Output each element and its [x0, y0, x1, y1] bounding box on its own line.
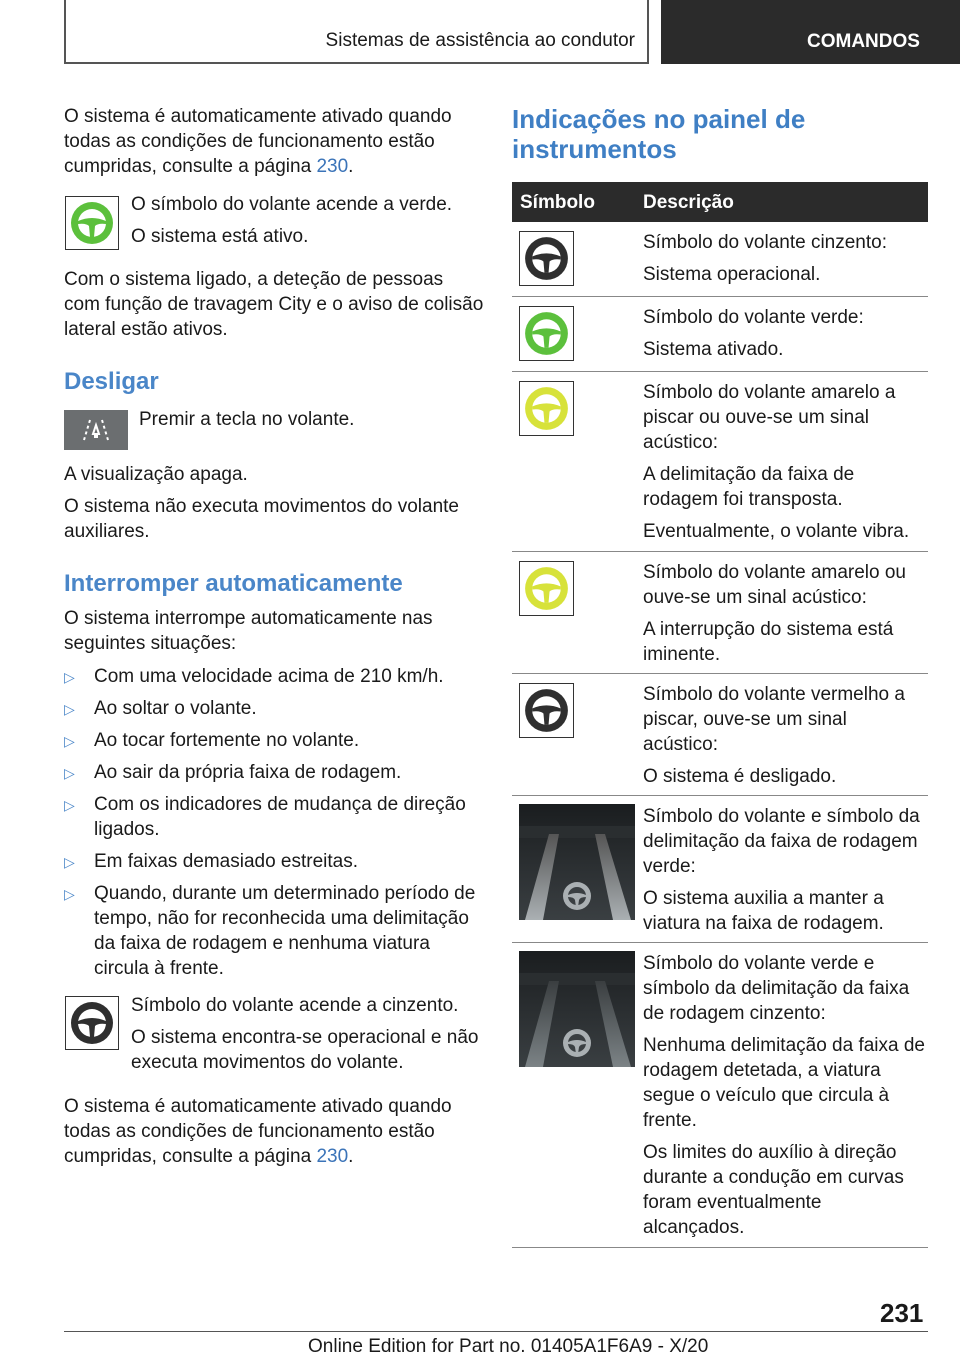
- bullet-triangle-icon: ▷: [64, 797, 75, 813]
- bullet-text: Em faixas demasiado estreitas.: [94, 851, 359, 872]
- row-line: Símbolo do volante amarelo ou ouve-se um sinal acústico:: [643, 562, 906, 608]
- col-symbol: Símbolo: [520, 192, 595, 213]
- row-description: [643, 951, 925, 1247]
- row-line: Símbolo do volante cinzento:: [643, 232, 887, 253]
- bullet-triangle-icon: ▷: [64, 886, 75, 902]
- row-line: Os limites do auxílio à direção durante a condução em curvas foram eventualmente alcançados.: [643, 1142, 904, 1238]
- bullet-triangle-icon: ▷: [64, 733, 75, 749]
- row-description: [643, 682, 925, 796]
- bullet-text: Ao tocar fortemente no volante.: [94, 730, 360, 751]
- table-row: [512, 674, 928, 796]
- bullet-text: Com os indicadores de mudança de direção ligados.: [94, 794, 466, 840]
- table-row: [512, 297, 928, 372]
- outro-end: .: [348, 1146, 354, 1167]
- row-line: A interrupção do sistema está iminente.: [643, 619, 894, 665]
- row-description: [643, 804, 925, 943]
- footer-divider: [64, 1331, 928, 1332]
- bullet-text: Ao sair da própria faixa de rodagem.: [94, 762, 402, 783]
- table-row: [512, 796, 928, 943]
- row-line: Símbolo do volante amarelo a piscar ou ouve-se um sinal acústico:: [643, 382, 896, 453]
- header-chapter-title: COMANDOS: [807, 31, 920, 52]
- row-line: Símbolo do volante vermelho a piscar, ouve-se um sinal acústico:: [643, 684, 905, 755]
- bullet-triangle-icon: ▷: [64, 765, 75, 781]
- table-row: [512, 372, 928, 552]
- steering-wheel-grey-icon: [65, 996, 119, 1050]
- row-description: [643, 560, 925, 674]
- header-section-tab: [64, 0, 649, 64]
- row-line: Símbolo do volante verde:: [643, 307, 864, 328]
- table-row: [512, 222, 928, 297]
- table-row: [512, 552, 928, 674]
- bullet-triangle-icon: ▷: [64, 669, 75, 685]
- off-button-text: Premir a tecla no volante.: [139, 409, 355, 430]
- footer-edition: Online Edition for Part no. 01405A1F6A9 - X/20: [308, 1336, 709, 1357]
- row-line: Sistema operacional.: [643, 264, 821, 285]
- intro-text: O sistema é automaticamente ativado quando todas as condições de funcionamento estão cumpridas, consulte a página: [64, 106, 452, 177]
- col-description: Descrição: [643, 192, 734, 213]
- row-line: Eventualmente, o volante vibra.: [643, 521, 910, 542]
- row-line: O sistema é desligado.: [643, 766, 837, 787]
- page-link-230[interactable]: 230: [316, 1146, 349, 1167]
- bullet-text: Quando, durante um determinado período de tempo, não for reconhecida uma delimitação da faixa de rodagem e nenhuma viatura circula à frente.: [94, 883, 476, 979]
- off-line1: A visualização apaga.: [64, 464, 248, 485]
- row-line: A delimitação da faixa de rodagem foi transposta.: [643, 464, 855, 510]
- lane-assist-button-icon: [64, 410, 128, 450]
- steering-wheel-yellow-icon: [519, 381, 574, 436]
- grey-wheel-line1: Símbolo do volante acende a cinzento.: [131, 995, 459, 1016]
- row-description: [643, 230, 925, 294]
- steering-wheel-red-icon: [519, 683, 574, 738]
- interrupt-intro: O sistema interrompe automaticamente nas seguintes situações:: [64, 608, 433, 654]
- table-header: [512, 182, 928, 222]
- bullet-triangle-icon: ▷: [64, 854, 75, 870]
- heading-interromper: Interromper automaticamente: [64, 570, 403, 597]
- green-wheel-line2: O sistema está ativo.: [131, 226, 309, 247]
- outro-paragraph: [64, 1094, 484, 1169]
- row-line: Sistema ativado.: [643, 339, 784, 360]
- row-line: O sistema auxilia a manter a viatura na faixa de rodagem.: [643, 888, 884, 934]
- instrument-panel-heading: Indicações no painel de instrumentos: [512, 104, 806, 164]
- row-line: Nenhuma delimitação da faixa de rodagem detetada, a viatura segue o veículo que circula à frente.: [643, 1035, 926, 1131]
- row-line: Símbolo do volante e símbolo da delimitação da faixa de rodagem verde:: [643, 806, 920, 877]
- grey-wheel-line2: O sistema encontra-se operacional e não executa movimentos do volante.: [131, 1027, 479, 1073]
- header-section-title: Sistemas de assistência ao condutor: [325, 30, 635, 51]
- steering-wheel-green-icon: [65, 196, 119, 250]
- intro-paragraph: [64, 104, 484, 179]
- off-line2: O sistema não executa movimentos do volante auxiliares.: [64, 496, 459, 542]
- persons-paragraph: Com o sistema ligado, a deteção de pessoas com função de travagem City e o aviso de colisão lateral estão ativos.: [64, 269, 484, 340]
- bullet-triangle-icon: ▷: [64, 701, 75, 717]
- row-line: Símbolo do volante verde e símbolo da delimitação da faixa de rodagem cinzento:: [643, 953, 910, 1024]
- page-link-230[interactable]: 230: [316, 156, 349, 177]
- intro-end: .: [348, 156, 354, 177]
- lane-marking-grey-wheel-icon: [519, 951, 635, 1067]
- steering-wheel-grey-icon: [519, 231, 574, 286]
- table-row: [512, 943, 928, 1248]
- lane-marking-green-wheel-icon: [519, 804, 635, 920]
- steering-wheel-green-icon: [519, 306, 574, 361]
- green-wheel-line1: O símbolo do volante acende a verde.: [131, 194, 453, 215]
- row-description: [643, 380, 925, 551]
- page-number: 231: [880, 1298, 924, 1328]
- row-description: [643, 305, 925, 369]
- bullet-text: Com uma velocidade acima de 210 km/h.: [94, 666, 444, 687]
- bullet-text: Ao soltar o volante.: [94, 698, 257, 719]
- outro-text: O sistema é automaticamente ativado quando todas as condições de funcionamento estão cumpridas, consulte a página: [64, 1096, 452, 1167]
- header-chapter-tab: [661, 0, 960, 64]
- steering-wheel-yellow-icon: [519, 561, 574, 616]
- heading-desligar: Desligar: [64, 368, 159, 395]
